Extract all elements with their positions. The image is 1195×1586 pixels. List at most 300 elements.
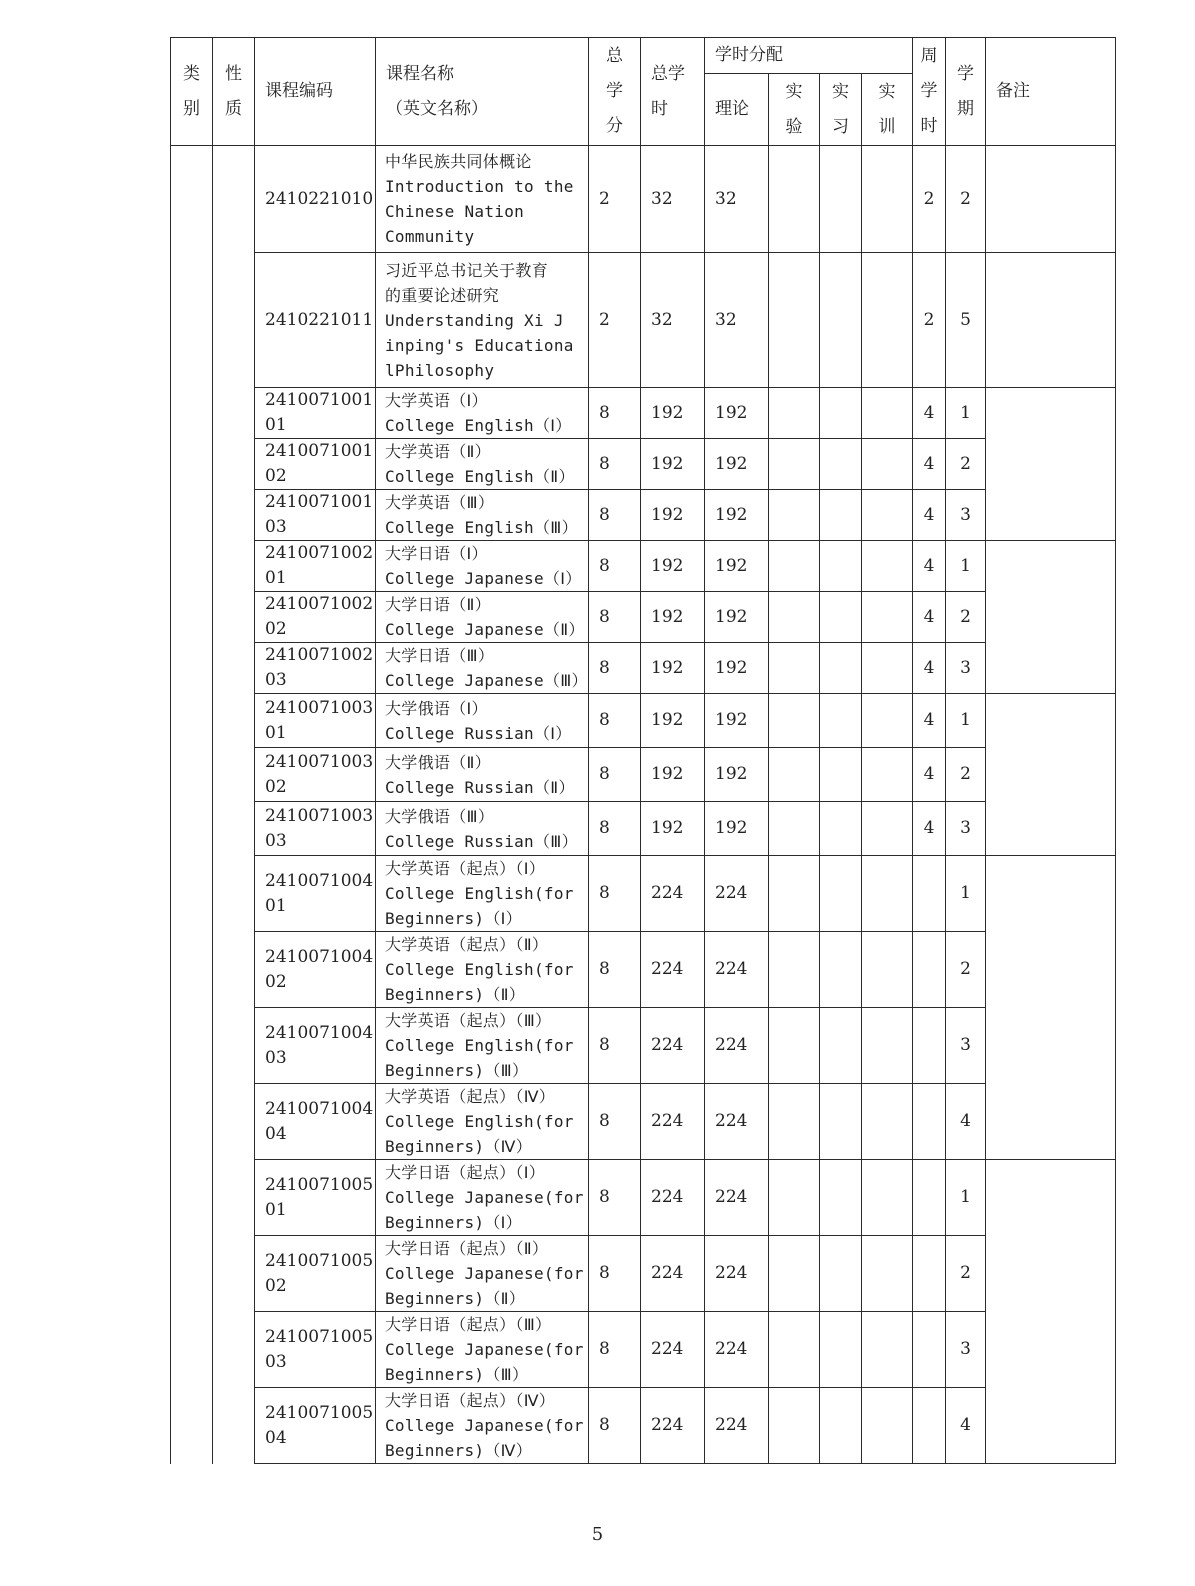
semester-cell: 4 xyxy=(946,1084,986,1160)
training-hours-cell xyxy=(862,1084,913,1160)
cell-line: College English（Ⅲ） xyxy=(385,518,578,537)
experiment-hours-cell xyxy=(769,541,820,592)
cell-line: 2410071001 xyxy=(265,390,374,410)
cell-line: Chinese Nation xyxy=(385,202,525,221)
credits-cell: 8 xyxy=(589,1008,641,1084)
semester-cell: 1 xyxy=(946,694,986,748)
table-row xyxy=(171,253,1116,388)
remarks-cell xyxy=(986,856,1116,1160)
course-code xyxy=(255,643,376,694)
credits-cell: 8 xyxy=(589,1084,641,1160)
course-code xyxy=(255,1008,376,1084)
header-total-hours: 总学 时 xyxy=(641,38,705,146)
course-table xyxy=(170,37,1116,1464)
semester-cell: 2 xyxy=(946,439,986,490)
cell-line: 2410221010 xyxy=(265,188,374,209)
cell-line: 大学英语（起点）（Ⅳ） xyxy=(385,1087,556,1106)
internship-hours-cell xyxy=(820,592,862,643)
cell-line: Introduction to the xyxy=(385,177,574,196)
cell-line: College Japanese（Ⅰ） xyxy=(385,569,582,588)
course-code xyxy=(255,253,376,388)
theory-hours-cell: 192 xyxy=(705,541,769,592)
header-training: 实 训 xyxy=(862,74,913,146)
cell-line: Beginners)（Ⅳ） xyxy=(385,1441,532,1460)
cell-line: College Japanese(for xyxy=(385,1416,584,1435)
course-name xyxy=(376,490,589,541)
internship-hours-cell xyxy=(820,1312,862,1388)
internship-hours-cell xyxy=(820,1388,862,1464)
weekly-hours-cell: 4 xyxy=(913,388,946,439)
table-row xyxy=(171,802,1116,856)
theory-hours-cell: 224 xyxy=(705,1160,769,1236)
cell-line: 02 xyxy=(265,776,287,797)
course-code xyxy=(255,490,376,541)
cell-line: 04 xyxy=(265,1427,287,1448)
internship-hours-cell xyxy=(820,541,862,592)
experiment-hours-cell xyxy=(769,1008,820,1084)
credits-cell: 8 xyxy=(589,439,641,490)
credits-cell: 8 xyxy=(589,694,641,748)
training-hours-cell xyxy=(862,146,913,253)
total-hours-cell: 224 xyxy=(641,932,705,1008)
page-number: 5 xyxy=(591,1524,604,1545)
total-hours-cell: 224 xyxy=(641,1236,705,1312)
weekly-hours-cell: 2 xyxy=(913,253,946,388)
internship-hours-cell xyxy=(820,388,862,439)
cell-line: 03 xyxy=(265,1351,287,1372)
cell-line: 大学日语（起点）（Ⅰ） xyxy=(385,1163,546,1182)
table-row xyxy=(171,592,1116,643)
total-hours-cell: 192 xyxy=(641,388,705,439)
table-row xyxy=(171,1388,1116,1464)
category-cell xyxy=(171,146,213,1464)
cell-line: 大学俄语（Ⅱ） xyxy=(385,752,491,772)
credits-cell: 8 xyxy=(589,1236,641,1312)
course-name xyxy=(376,1160,589,1236)
training-hours-cell xyxy=(862,1160,913,1236)
internship-hours-cell xyxy=(820,856,862,932)
weekly-hours-cell xyxy=(913,1236,946,1312)
course-code xyxy=(255,1312,376,1388)
internship-hours-cell xyxy=(820,1084,862,1160)
cell-line: 02 xyxy=(265,1275,287,1296)
cell-line: 大学英语（Ⅲ） xyxy=(385,493,495,512)
theory-hours-cell: 192 xyxy=(705,748,769,802)
experiment-hours-cell xyxy=(769,802,820,856)
cell-line: 2410071002 xyxy=(265,594,374,614)
cell-line: 习近平总书记关于教育 xyxy=(385,260,549,280)
theory-hours-cell: 224 xyxy=(705,1388,769,1464)
experiment-hours-cell xyxy=(769,932,820,1008)
credits-cell: 8 xyxy=(589,802,641,856)
theory-hours-cell: 224 xyxy=(705,1312,769,1388)
cell-line: 03 xyxy=(265,830,287,851)
header-theory: 理论 xyxy=(705,74,769,146)
credits-cell: 8 xyxy=(589,932,641,1008)
credits-cell: 8 xyxy=(589,490,641,541)
cell-line: 大学英语（起点）（Ⅰ） xyxy=(385,859,546,878)
course-name xyxy=(376,253,589,388)
internship-hours-cell xyxy=(820,253,862,388)
weekly-hours-cell: 4 xyxy=(913,592,946,643)
total-hours-cell: 32 xyxy=(641,253,705,388)
credits-cell: 8 xyxy=(589,592,641,643)
experiment-hours-cell xyxy=(769,748,820,802)
cell-line: 2410071005 xyxy=(265,1402,374,1423)
cell-line: 03 xyxy=(265,670,287,690)
weekly-hours-cell xyxy=(913,1388,946,1464)
credits-cell: 8 xyxy=(589,388,641,439)
table-row xyxy=(171,490,1116,541)
course-code xyxy=(255,1084,376,1160)
cell-line: Community xyxy=(385,227,475,246)
table-row xyxy=(171,694,1116,748)
total-hours-cell: 192 xyxy=(641,694,705,748)
cell-line: 大学日语（起点）（Ⅳ） xyxy=(385,1391,556,1410)
cell-line: 2410071001 xyxy=(265,441,374,461)
cell-line: College English（Ⅱ） xyxy=(385,467,575,486)
cell-line: College Japanese(for xyxy=(385,1188,584,1207)
semester-cell: 1 xyxy=(946,541,986,592)
table-row xyxy=(171,146,1116,253)
weekly-hours-cell: 4 xyxy=(913,643,946,694)
training-hours-cell xyxy=(862,802,913,856)
cell-line: 03 xyxy=(265,1047,287,1068)
cell-line: 大学俄语（Ⅰ） xyxy=(385,698,488,718)
remarks-cell xyxy=(986,388,1116,541)
remarks-cell xyxy=(986,694,1116,856)
semester-cell: 3 xyxy=(946,1312,986,1388)
cell-line: 2410071004 xyxy=(265,1022,374,1043)
cell-line: College Japanese（Ⅲ） xyxy=(385,671,588,690)
header-nature: 性 质 xyxy=(213,38,255,146)
cell-line: 大学日语（Ⅲ） xyxy=(385,646,495,665)
cell-line: Beginners)（Ⅲ） xyxy=(385,1061,529,1080)
weekly-hours-cell: 4 xyxy=(913,694,946,748)
header-remarks: 备注 xyxy=(986,38,1116,146)
internship-hours-cell xyxy=(820,146,862,253)
training-hours-cell xyxy=(862,932,913,1008)
cell-line: 01 xyxy=(265,722,287,743)
cell-line: 大学英语（Ⅱ） xyxy=(385,442,491,461)
semester-cell: 1 xyxy=(946,1160,986,1236)
total-hours-cell: 224 xyxy=(641,1312,705,1388)
weekly-hours-cell: 4 xyxy=(913,439,946,490)
cell-line: College English(for xyxy=(385,1036,574,1055)
weekly-hours-cell: 2 xyxy=(913,146,946,253)
cell-line: 大学日语（起点）（Ⅱ） xyxy=(385,1239,549,1258)
weekly-hours-cell: 4 xyxy=(913,748,946,802)
theory-hours-cell: 192 xyxy=(705,592,769,643)
header-code: 课程编码 xyxy=(255,38,376,146)
cell-line: 大学英语（Ⅰ） xyxy=(385,391,488,410)
training-hours-cell xyxy=(862,253,913,388)
theory-hours-cell: 224 xyxy=(705,1008,769,1084)
experiment-hours-cell xyxy=(769,643,820,694)
training-hours-cell xyxy=(862,643,913,694)
training-hours-cell xyxy=(862,388,913,439)
experiment-hours-cell xyxy=(769,1160,820,1236)
cell-line: College Russian（Ⅰ） xyxy=(385,723,572,743)
cell-line: 中华民族共同体概论 xyxy=(385,152,532,171)
total-hours-cell: 224 xyxy=(641,1388,705,1464)
weekly-hours-cell xyxy=(913,1160,946,1236)
cell-line: College Japanese(for xyxy=(385,1340,584,1359)
cell-line: 大学英语（起点）（Ⅲ） xyxy=(385,1011,552,1030)
cell-line: 01 xyxy=(265,415,287,435)
cell-line: 2410071005 xyxy=(265,1174,374,1195)
course-code xyxy=(255,1236,376,1312)
internship-hours-cell xyxy=(820,694,862,748)
table-row xyxy=(171,1160,1116,1236)
total-hours-cell: 192 xyxy=(641,490,705,541)
cell-line: 2410071003 xyxy=(265,751,374,772)
theory-hours-cell: 192 xyxy=(705,490,769,541)
cell-line: Beginners)（Ⅳ） xyxy=(385,1137,532,1156)
cell-line: Beginners)（Ⅱ） xyxy=(385,1289,526,1308)
semester-cell: 4 xyxy=(946,1388,986,1464)
course-code xyxy=(255,932,376,1008)
cell-line: College Japanese(for xyxy=(385,1264,584,1283)
semester-cell: 2 xyxy=(946,592,986,643)
course-name xyxy=(376,802,589,856)
training-hours-cell xyxy=(862,1008,913,1084)
table-row xyxy=(171,643,1116,694)
header-weekly-hours: 周 学 时 xyxy=(913,38,946,146)
cell-line: 01 xyxy=(265,1199,287,1220)
table-row xyxy=(171,856,1116,932)
total-hours-cell: 192 xyxy=(641,643,705,694)
experiment-hours-cell xyxy=(769,694,820,748)
course-code xyxy=(255,541,376,592)
credits-cell: 8 xyxy=(589,856,641,932)
course-name xyxy=(376,694,589,748)
cell-line: College English(for xyxy=(385,884,574,903)
semester-cell: 2 xyxy=(946,146,986,253)
internship-hours-cell xyxy=(820,932,862,1008)
theory-hours-cell: 192 xyxy=(705,439,769,490)
remarks-cell xyxy=(986,1160,1116,1464)
cell-line: 大学日语（起点）（Ⅲ） xyxy=(385,1315,552,1334)
semester-cell: 1 xyxy=(946,856,986,932)
cell-line: 的重要论述研究 xyxy=(385,285,500,305)
theory-hours-cell: 32 xyxy=(705,253,769,388)
table-row xyxy=(171,1008,1116,1084)
semester-cell: 3 xyxy=(946,1008,986,1084)
theory-hours-cell: 224 xyxy=(705,856,769,932)
course-name xyxy=(376,146,589,253)
total-hours-cell: 32 xyxy=(641,146,705,253)
cell-line: 01 xyxy=(265,568,287,588)
internship-hours-cell xyxy=(820,802,862,856)
internship-hours-cell xyxy=(820,1236,862,1312)
course-code xyxy=(255,388,376,439)
cell-line: 大学英语（起点）（Ⅱ） xyxy=(385,935,549,954)
credits-cell: 8 xyxy=(589,748,641,802)
header-category: 类 别 xyxy=(171,38,213,146)
weekly-hours-cell: 4 xyxy=(913,802,946,856)
course-code xyxy=(255,694,376,748)
experiment-hours-cell xyxy=(769,439,820,490)
experiment-hours-cell xyxy=(769,1084,820,1160)
cell-line: College English(for xyxy=(385,1112,574,1131)
course-name xyxy=(376,932,589,1008)
course-name xyxy=(376,1008,589,1084)
course-name xyxy=(376,748,589,802)
table-row xyxy=(171,439,1116,490)
experiment-hours-cell xyxy=(769,1236,820,1312)
table-row xyxy=(171,1084,1116,1160)
header-semester: 学 期 xyxy=(946,38,986,146)
cell-line: Beginners)（Ⅰ） xyxy=(385,1213,522,1232)
credits-cell: 2 xyxy=(589,146,641,253)
weekly-hours-cell: 4 xyxy=(913,490,946,541)
course-code xyxy=(255,802,376,856)
cell-line: 02 xyxy=(265,466,287,486)
theory-hours-cell: 192 xyxy=(705,388,769,439)
table-row xyxy=(171,1312,1116,1388)
total-hours-cell: 192 xyxy=(641,439,705,490)
total-hours-cell: 192 xyxy=(641,541,705,592)
training-hours-cell xyxy=(862,490,913,541)
cell-line: 03 xyxy=(265,517,287,537)
table-row xyxy=(171,932,1116,1008)
experiment-hours-cell xyxy=(769,856,820,932)
semester-cell: 5 xyxy=(946,253,986,388)
course-code xyxy=(255,748,376,802)
semester-cell: 3 xyxy=(946,490,986,541)
credits-cell: 8 xyxy=(589,1160,641,1236)
cell-line: College Japanese（Ⅱ） xyxy=(385,620,585,639)
total-hours-cell: 224 xyxy=(641,1084,705,1160)
theory-hours-cell: 192 xyxy=(705,643,769,694)
course-name xyxy=(376,1388,589,1464)
credits-cell: 8 xyxy=(589,643,641,694)
total-hours-cell: 192 xyxy=(641,592,705,643)
training-hours-cell xyxy=(862,541,913,592)
course-rows xyxy=(171,146,1116,1464)
course-code xyxy=(255,146,376,253)
cell-line: 大学俄语（Ⅲ） xyxy=(385,806,495,826)
semester-cell: 2 xyxy=(946,1236,986,1312)
cell-line: 2410071004 xyxy=(265,1098,374,1119)
experiment-hours-cell xyxy=(769,146,820,253)
total-hours-cell: 224 xyxy=(641,1160,705,1236)
remarks-cell xyxy=(986,541,1116,694)
course-code xyxy=(255,1388,376,1464)
weekly-hours-cell xyxy=(913,1008,946,1084)
cell-line: 2410071001 xyxy=(265,492,374,512)
nature-cell xyxy=(213,146,255,1464)
course-code xyxy=(255,592,376,643)
credits-cell: 8 xyxy=(589,1388,641,1464)
training-hours-cell xyxy=(862,1312,913,1388)
cell-line: College Russian（Ⅱ） xyxy=(385,777,575,797)
internship-hours-cell xyxy=(820,1008,862,1084)
header-credits: 总 学 分 xyxy=(589,38,641,146)
cell-line: 02 xyxy=(265,971,287,992)
header-experiment: 实 验 xyxy=(769,74,820,146)
experiment-hours-cell xyxy=(769,1388,820,1464)
theory-hours-cell: 32 xyxy=(705,146,769,253)
remarks-cell xyxy=(986,146,1116,253)
training-hours-cell xyxy=(862,856,913,932)
experiment-hours-cell xyxy=(769,490,820,541)
cell-line: 01 xyxy=(265,895,287,916)
header-name: 课程名称 （英文名称） xyxy=(376,38,589,146)
cell-line: 大学日语（Ⅱ） xyxy=(385,595,491,614)
cell-line: College Russian（Ⅲ） xyxy=(385,831,578,851)
experiment-hours-cell xyxy=(769,1312,820,1388)
cell-line: 04 xyxy=(265,1123,287,1144)
cell-line: 2410071004 xyxy=(265,870,374,891)
cell-line: 2410071005 xyxy=(265,1326,374,1347)
theory-hours-cell: 224 xyxy=(705,1084,769,1160)
experiment-hours-cell xyxy=(769,253,820,388)
weekly-hours-cell: 4 xyxy=(913,541,946,592)
internship-hours-cell xyxy=(820,643,862,694)
weekly-hours-cell xyxy=(913,856,946,932)
cell-line: College English(for xyxy=(385,960,574,979)
table-row xyxy=(171,541,1116,592)
cell-line: 2410071002 xyxy=(265,645,374,665)
course-name xyxy=(376,592,589,643)
course-name xyxy=(376,1084,589,1160)
cell-line: 2410071004 xyxy=(265,946,374,967)
weekly-hours-cell xyxy=(913,1084,946,1160)
cell-line: inping's Educationa xyxy=(385,335,574,355)
semester-cell: 2 xyxy=(946,748,986,802)
cell-line: Beginners)（Ⅲ） xyxy=(385,1365,529,1384)
cell-line: 2410071003 xyxy=(265,805,374,826)
remarks-cell xyxy=(986,253,1116,388)
semester-cell: 3 xyxy=(946,643,986,694)
header-hour-allocation: 学时分配 xyxy=(705,38,913,74)
training-hours-cell xyxy=(862,748,913,802)
course-name xyxy=(376,1236,589,1312)
cell-line: 2410071005 xyxy=(265,1250,374,1271)
theory-hours-cell: 224 xyxy=(705,1236,769,1312)
total-hours-cell: 192 xyxy=(641,802,705,856)
theory-hours-cell: 192 xyxy=(705,694,769,748)
experiment-hours-cell xyxy=(769,592,820,643)
theory-hours-cell: 224 xyxy=(705,932,769,1008)
internship-hours-cell xyxy=(820,439,862,490)
semester-cell: 1 xyxy=(946,388,986,439)
training-hours-cell xyxy=(862,1236,913,1312)
total-hours-cell: 224 xyxy=(641,856,705,932)
experiment-hours-cell xyxy=(769,388,820,439)
course-name xyxy=(376,388,589,439)
training-hours-cell xyxy=(862,694,913,748)
course-name xyxy=(376,643,589,694)
course-name xyxy=(376,541,589,592)
course-name xyxy=(376,856,589,932)
cell-line: Beginners)（Ⅰ） xyxy=(385,909,522,928)
cell-line: Understanding Xi J xyxy=(385,310,564,330)
training-hours-cell xyxy=(862,1388,913,1464)
cell-line: 2410221011 xyxy=(265,309,374,330)
table-row xyxy=(171,388,1116,439)
course-name xyxy=(376,439,589,490)
cell-line: College English（Ⅰ） xyxy=(385,416,572,435)
credits-cell: 2 xyxy=(589,253,641,388)
training-hours-cell xyxy=(862,439,913,490)
semester-cell: 2 xyxy=(946,932,986,1008)
credits-cell: 8 xyxy=(589,1312,641,1388)
course-code xyxy=(255,1160,376,1236)
cell-line: 大学日语（Ⅰ） xyxy=(385,544,488,563)
